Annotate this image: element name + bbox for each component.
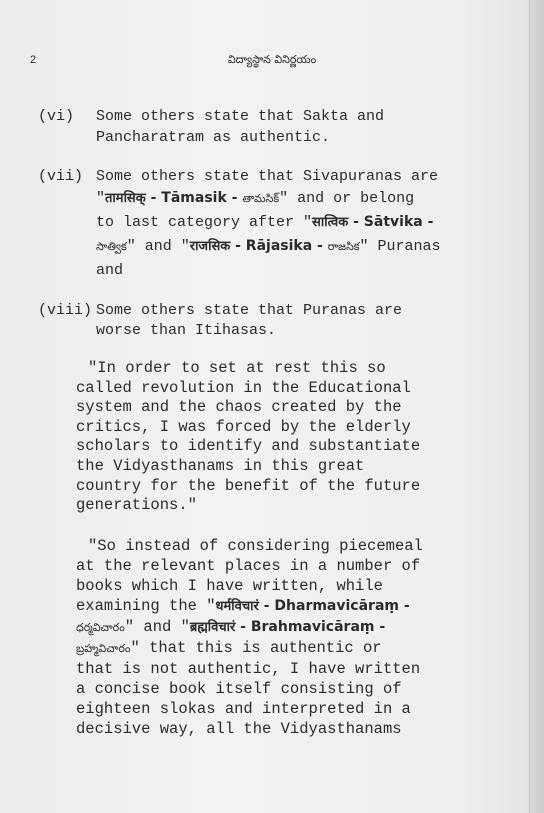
transliteration: Tāmasik [161,190,227,206]
quote-line: examining the "धर्मविचारं - Dharmavicāraṃ - [76,597,410,615]
quote-line: బ్రహ్మవిచారం" that this is authentic or [76,639,382,657]
page-edge [529,0,544,813]
item-line: "तामसिक् - Tāmasik - తామసిక్" and or belong [96,190,415,207]
quote-line: system and the chaos created by the [76,398,402,417]
quote-paragraph-2 [76,536,454,739]
transliteration: Sātvika [363,214,423,230]
quote-line: country for the benefit of the future [76,476,421,495]
telugu-term: ధర్మవిచారం [76,621,125,634]
quote-line: scholars to identify and substantiate [76,437,421,456]
quote-line: decisive way, all the Vidyasthanams [76,720,402,738]
page-number: 2 [30,54,37,66]
quote-line: "So instead of considering piecemeal [88,537,423,555]
telugu-term: సాత్విక [96,240,127,253]
quote-line: at the relevant places in a number of [76,557,421,575]
quote-line: the Vidyasthanams in this great [76,456,365,475]
telugu-term: బ్రహ్మవిచారం [76,642,131,655]
quote-line: critics, I was forced by the elderly [76,417,411,436]
quote-line: "In order to set at rest this so [88,359,386,377]
telugu-term: తామసిక్ [242,192,280,205]
transliteration: Rājasika [245,238,313,254]
quote-line: that is not authentic, I have written [76,660,421,678]
item-line: సాత్విక" and "राजसिक - Rājasika - రాజసిక" Puranas [96,238,441,255]
running-title: విద్యాస్థాన వినిర్ణయం [227,53,317,66]
item-number: (viii) [38,302,93,319]
quote-line: books which I have written, while [76,577,383,595]
item-line: worse than Itihasas. [96,322,277,339]
item-line: to last category after "सात्विक - Sātvika - [96,214,434,231]
item-line: Some others state that Sakta and [96,108,385,125]
item-number: (vi) [38,108,75,125]
item-number: (vii) [38,168,84,185]
item-line: Some others state that Puranas are [96,302,403,319]
transliteration: Dharmavicāraṃ [274,598,399,614]
page-header [0,52,544,70]
quote-line: ధర్మవిచారం" and "ब्रह्मविचारं - Brahmavicāraṃ - [76,618,386,636]
sanskrit-term: धर्मविचारं [215,599,259,614]
transliteration: Brahmavicāraṃ [250,619,375,635]
quote-line: a concise book itself consisting of [76,680,402,698]
quote-line: generations." [76,496,197,515]
item-line: Pancharatram as authentic. [96,129,331,146]
sanskrit-term: राजसिक [189,239,231,254]
sanskrit-term: तामसिक् [105,191,146,206]
quote-line: called revolution in the Educational [76,378,411,397]
item-line: and [96,262,124,279]
quote-paragraph-1 [76,359,454,516]
item-line: Some others state that Sivapuranas are [96,168,439,185]
sanskrit-term: ब्रह्मविचारं [189,620,236,635]
telugu-term: రాజసిక [327,240,360,253]
quote-line: eighteen slokas and interpreted in a [76,700,411,718]
sanskrit-term: सात्विक [312,215,349,230]
